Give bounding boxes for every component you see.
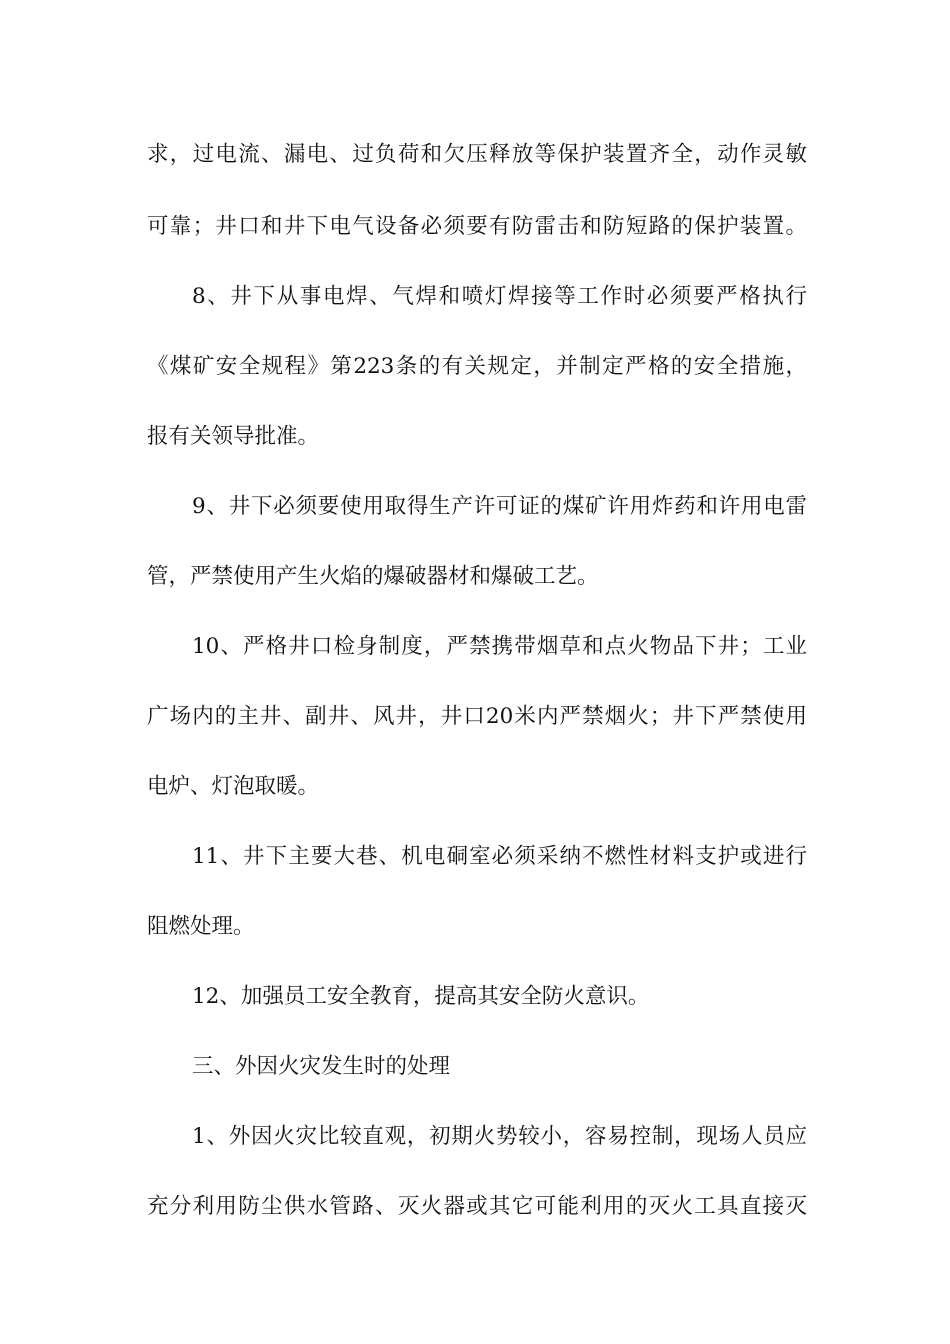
section-3-item-1-line-1: 1、外因火灾比较直观，初期火势较小，容易控制，现场人员应 — [192, 1124, 807, 1149]
text-line-1: 求，过电流、漏电、过负荷和欠压释放等保护装置齐全，动作灵敏 — [147, 142, 807, 167]
item-10-line-2: 广场内的主井、副井、风井，井口20米内严禁烟火；井下严禁使用 — [147, 704, 807, 729]
item-10-line-3: 电炉、灯泡取暖。 — [147, 774, 320, 799]
section-3-item-1-line-2: 充分利用防尘供水管路、灭火器或其它可能利用的灭火工具直接灭 — [147, 1194, 807, 1219]
item-8-line-2: 《煤矿安全规程》第223条的有关规定，并制定严格的安全措施， — [147, 354, 807, 379]
item-9-line-2: 管，严禁使用产生火焰的爆破器材和爆破工艺。 — [147, 564, 599, 589]
item-11-line-1: 11、井下主要大巷、机电硐室必须采纳不燃性材料支护或进行 — [192, 844, 807, 869]
item-8-line-1: 8、井下从事电焊、气焊和喷灯焊接等工作时必须要严格执行 — [192, 284, 807, 309]
item-9-line-1: 9、井下必须要使用取得生产许可证的煤矿许用炸药和许用电雷 — [192, 494, 807, 519]
item-8-line-3: 报有关领导批准。 — [147, 424, 320, 449]
text-line-2: 可靠；井口和井下电气设备必须要有防雷击和防短路的保护装置。 — [147, 214, 807, 239]
item-10-line-1: 10、严格井口检身制度，严禁携带烟草和点火物品下井；工业 — [192, 634, 807, 659]
section-heading-3: 三、外因火灾发生时的处理 — [192, 1054, 451, 1079]
item-11-line-2: 阻燃处理。 — [147, 914, 255, 939]
item-12-line-1: 12、加强员工安全教育，提高其安全防火意识。 — [192, 984, 650, 1009]
